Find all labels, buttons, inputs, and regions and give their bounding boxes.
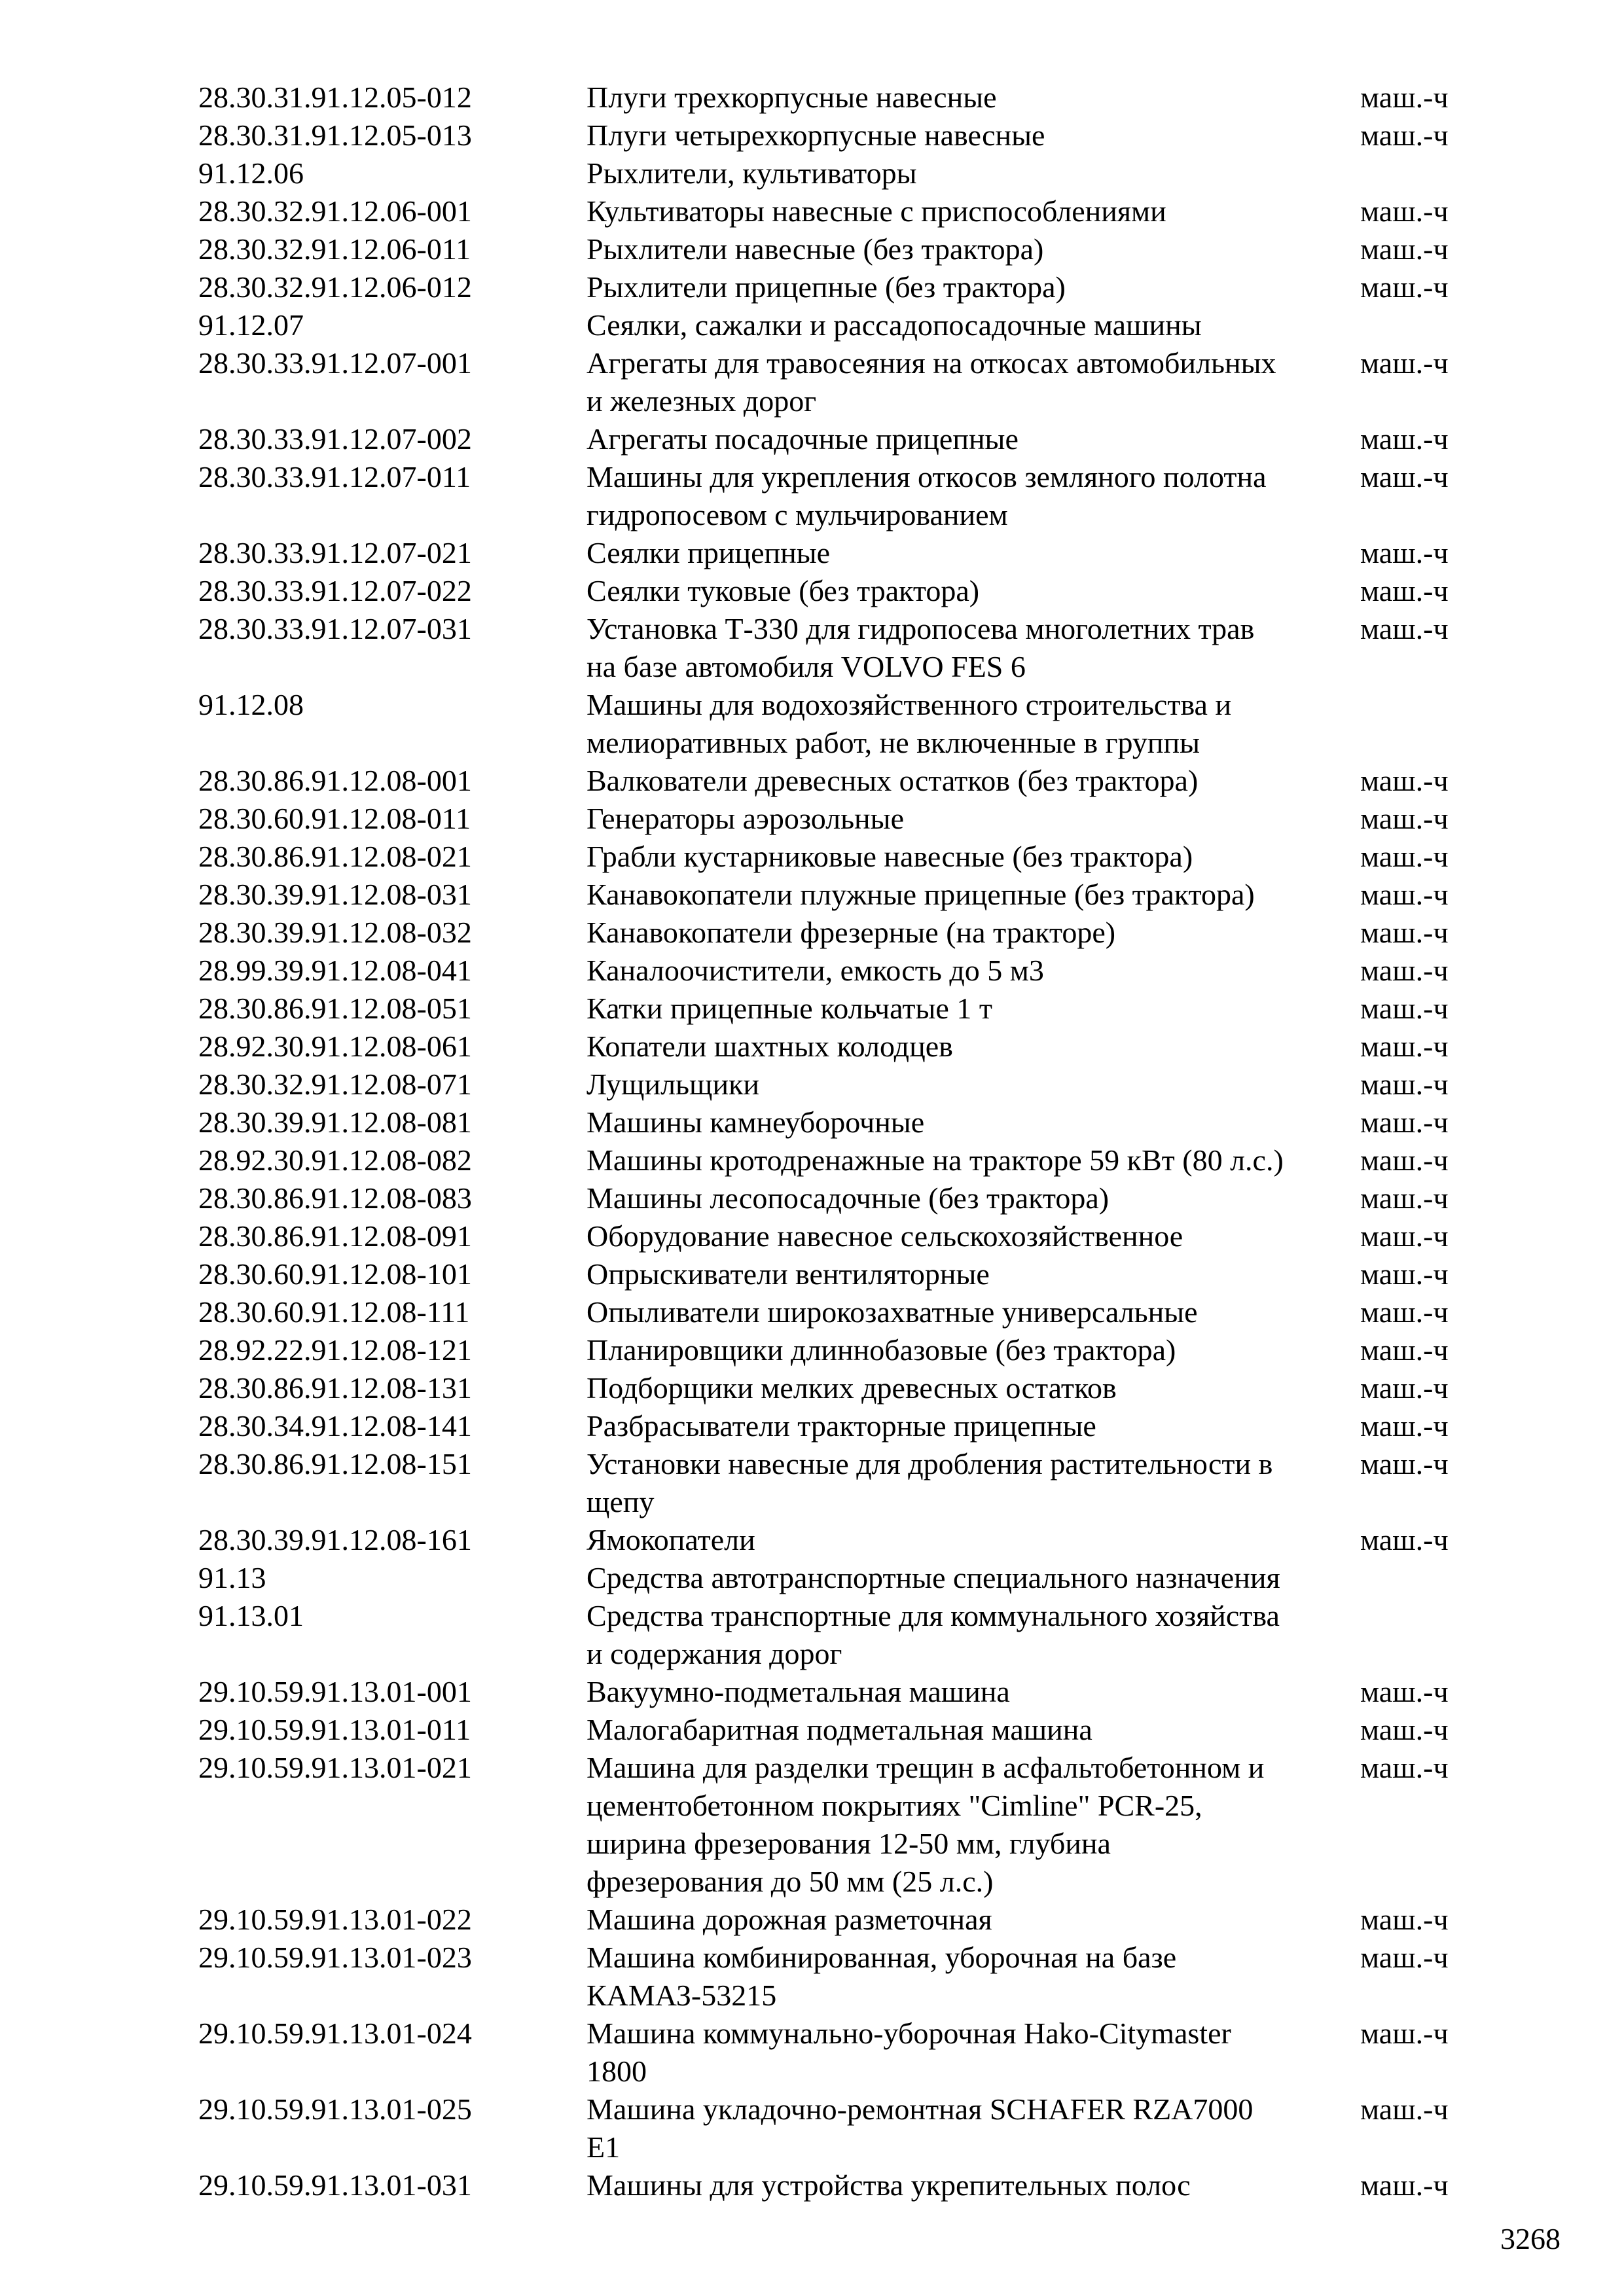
- table-row: [198, 1369, 1475, 1407]
- row-name-line: Ямокопатели: [586, 1523, 755, 1556]
- table-row: [198, 2015, 1475, 2090]
- row-code: 28.30.31.91.12.05-012: [198, 81, 472, 114]
- row-code: 28.30.86.91.12.08-001: [198, 764, 472, 797]
- table-row: [198, 1255, 1475, 1293]
- row-unit: маш.-ч: [1360, 1523, 1449, 1556]
- row-name: [586, 1255, 1360, 1293]
- page-number: 3268: [1500, 2222, 1561, 2255]
- table-row: [198, 306, 1475, 344]
- row-name: [586, 117, 1360, 154]
- table-row: [198, 154, 1475, 192]
- row-unit: маш.-ч: [1360, 346, 1449, 380]
- row-name: [586, 534, 1360, 572]
- row-name: [586, 914, 1360, 952]
- row-code: 29.10.59.91.13.01-024: [198, 2017, 472, 2050]
- row-name-line: ширина фрезерования 12-50 мм, глубина: [586, 1827, 1111, 1860]
- row-unit: маш.-ч: [1360, 764, 1449, 797]
- row-name: [586, 1141, 1360, 1179]
- row-name: [586, 1331, 1360, 1369]
- table-row: [198, 420, 1475, 458]
- row-name-line: Агрегаты посадочные прицепные: [586, 422, 1019, 456]
- table-row: [198, 990, 1475, 1028]
- row-name: [586, 1103, 1360, 1141]
- row-name-line: Лущильщики: [586, 1067, 760, 1101]
- table-row: [198, 534, 1475, 572]
- row-name-line: Сеялки прицепные: [586, 536, 831, 569]
- row-name-line: щепу: [586, 1485, 655, 1518]
- row-name: [586, 268, 1360, 306]
- row-name-line: цементобетонном покрытиях "Cimline" PCR-25,: [586, 1789, 1202, 1822]
- table-row: [198, 268, 1475, 306]
- row-name: [586, 1445, 1360, 1521]
- row-name-line: Малогабаритная подметальная машина: [586, 1713, 1092, 1746]
- row-unit: маш.-ч: [1360, 612, 1449, 645]
- table-row: [198, 952, 1475, 990]
- row-name: [586, 1217, 1360, 1255]
- row-code: 28.30.86.91.12.08-021: [198, 840, 472, 873]
- row-name-line: Валкователи древесных остатков (без трактора): [586, 764, 1199, 797]
- row-code: 28.30.39.91.12.08-081: [198, 1105, 472, 1139]
- row-name-line: Культиваторы навесные с приспособлениями: [586, 194, 1166, 228]
- table-row: [198, 572, 1475, 610]
- table-row: [198, 2166, 1475, 2204]
- row-name: [586, 1559, 1360, 1597]
- row-code: 28.30.32.91.12.08-071: [198, 1067, 472, 1101]
- row-name-line: Средства транспортные для коммунального хозяйства: [586, 1599, 1280, 1632]
- row-name-line: Сеялки туковые (без трактора): [586, 574, 980, 607]
- table-row: [198, 1445, 1475, 1521]
- row-code: 28.30.32.91.12.06-001: [198, 194, 472, 228]
- row-name-line: Разбрасыватели тракторные прицепные: [586, 1409, 1096, 1443]
- row-name: [586, 192, 1360, 230]
- row-name-line: 1800: [586, 2054, 647, 2088]
- row-name: [586, 1939, 1360, 2015]
- table-row: [198, 1407, 1475, 1445]
- row-code: 28.30.33.91.12.07-021: [198, 536, 472, 569]
- row-name: [586, 686, 1360, 762]
- row-name: [586, 1521, 1360, 1559]
- row-name-line: и содержания дорог: [586, 1637, 842, 1670]
- row-name-line: Грабли кустарниковые навесные (без трактора): [586, 840, 1193, 873]
- row-code: 28.30.39.91.12.08-032: [198, 916, 472, 949]
- row-name-line: Канавокопатели фрезерные (на тракторе): [586, 916, 1116, 949]
- row-name: [586, 1293, 1360, 1331]
- row-name: [586, 230, 1360, 268]
- row-code: 28.30.39.91.12.08-161: [198, 1523, 472, 1556]
- row-name-line: Плуги четырехкорпусные навесные: [586, 118, 1045, 152]
- row-name-line: Сеялки, сажалки и рассадопосадочные машины: [586, 308, 1202, 342]
- row-unit: маш.-ч: [1360, 1067, 1449, 1101]
- row-unit: маш.-ч: [1360, 1941, 1449, 1974]
- row-name: [586, 1597, 1360, 1673]
- row-name-line: фрезерования до 50 мм (25 л.с.): [586, 1865, 994, 1898]
- row-unit: маш.-ч: [1360, 916, 1449, 949]
- row-name-line: Машины кротодренажные на тракторе 59 кВт (80 л.с.): [586, 1143, 1284, 1177]
- row-code: 28.30.33.91.12.07-011: [198, 460, 471, 493]
- row-name-line: Подборщики мелких древесных остатков: [586, 1371, 1117, 1405]
- table-row: [198, 1217, 1475, 1255]
- row-unit: маш.-ч: [1360, 232, 1449, 266]
- table-row: [198, 1901, 1475, 1939]
- table-row: [198, 1597, 1475, 1673]
- row-code: 28.30.60.91.12.08-011: [198, 802, 471, 835]
- row-name-line: Рыхлители, культиваторы: [586, 156, 917, 190]
- table-row: [198, 1711, 1475, 1749]
- row-name: [586, 344, 1360, 420]
- row-name-line: и железных дорог: [586, 384, 817, 418]
- price-list-table: [198, 79, 1475, 2204]
- row-code: 28.92.22.91.12.08-121: [198, 1333, 472, 1367]
- row-name-line: Вакуумно-подметальная машина: [586, 1675, 1010, 1708]
- row-code: 28.30.86.91.12.08-151: [198, 1447, 472, 1480]
- row-name-line: Рыхлители прицепные (без трактора): [586, 270, 1066, 304]
- row-name-line: Рыхлители навесные (без трактора): [586, 232, 1044, 266]
- table-row: [198, 2090, 1475, 2166]
- row-name: [586, 1673, 1360, 1711]
- row-unit: маш.-ч: [1360, 422, 1449, 456]
- row-name: [586, 1901, 1360, 1939]
- row-code: 28.99.39.91.12.08-041: [198, 954, 472, 987]
- row-code: 28.30.39.91.12.08-031: [198, 878, 472, 911]
- table-row: [198, 458, 1475, 534]
- row-code: 28.92.30.91.12.08-061: [198, 1030, 472, 1063]
- row-name: [586, 762, 1360, 800]
- row-unit: маш.-ч: [1360, 81, 1449, 114]
- row-name: [586, 1369, 1360, 1407]
- table-row: [198, 1179, 1475, 1217]
- row-unit: маш.-ч: [1360, 1447, 1449, 1480]
- row-name-line: гидропосевом с мульчированием: [586, 498, 1008, 531]
- row-name: [586, 2166, 1360, 2204]
- row-name-line: Установка Т-330 для гидропосева многолетних трав: [586, 612, 1255, 645]
- table-row: [198, 1749, 1475, 1901]
- row-name: [586, 1407, 1360, 1445]
- table-row: [198, 1103, 1475, 1141]
- row-name: [586, 154, 1360, 192]
- row-code: 29.10.59.91.13.01-022: [198, 1903, 472, 1936]
- table-row: [198, 344, 1475, 420]
- row-name: [586, 2090, 1360, 2166]
- row-name-line: Генераторы аэрозольные: [586, 802, 904, 835]
- row-unit: маш.-ч: [1360, 1030, 1449, 1063]
- row-name-line: E1: [586, 2130, 621, 2164]
- row-code: 28.30.86.91.12.08-131: [198, 1371, 472, 1405]
- table-row: [198, 1141, 1475, 1179]
- row-name-line: Машины для водохозяйственного строительства и: [586, 688, 1232, 721]
- row-name: [586, 1066, 1360, 1103]
- row-name-line: Планировщики длиннобазовые (без трактора): [586, 1333, 1176, 1367]
- row-name-line: Опыливатели широкозахватные универсальные: [586, 1295, 1198, 1329]
- row-code: 28.30.60.91.12.08-111: [198, 1295, 470, 1329]
- table-row: [198, 1521, 1475, 1559]
- row-name-line: Копатели шахтных колодцев: [586, 1030, 953, 1063]
- row-name: [586, 838, 1360, 876]
- row-name: [586, 1028, 1360, 1066]
- table-row: [198, 1559, 1475, 1597]
- row-name-line: мелиоративных работ, не включенные в группы: [586, 726, 1200, 759]
- row-unit: маш.-ч: [1360, 802, 1449, 835]
- table-row: [198, 1028, 1475, 1066]
- row-name: [586, 990, 1360, 1028]
- row-code: 28.30.33.91.12.07-001: [198, 346, 472, 380]
- row-name-line: Машина укладочно-ремонтная SCHAFER RZA7000: [586, 2092, 1254, 2126]
- table-row: [198, 838, 1475, 876]
- row-unit: маш.-ч: [1360, 1903, 1449, 1936]
- table-row: [198, 192, 1475, 230]
- row-unit: маш.-ч: [1360, 1713, 1449, 1746]
- table-row: [198, 876, 1475, 914]
- row-code: 28.30.33.91.12.07-022: [198, 574, 472, 607]
- row-name-line: Машина дорожная разметочная: [586, 1903, 992, 1936]
- row-name-line: Агрегаты для травосеяния на откосах автомобильных: [586, 346, 1276, 380]
- row-name-line: Оборудование навесное сельскохозяйственное: [586, 1219, 1183, 1253]
- row-unit: маш.-ч: [1360, 1751, 1449, 1784]
- row-unit: маш.-ч: [1360, 536, 1449, 569]
- row-name: [586, 800, 1360, 838]
- row-unit: маш.-ч: [1360, 1295, 1449, 1329]
- table-row: [198, 914, 1475, 952]
- row-name-line: Машина для разделки трещин в асфальтобетонном и: [586, 1751, 1265, 1784]
- row-name: [586, 420, 1360, 458]
- row-unit: маш.-ч: [1360, 2017, 1449, 2050]
- row-code: 28.30.86.91.12.08-051: [198, 992, 472, 1025]
- row-unit: маш.-ч: [1360, 1181, 1449, 1215]
- row-name-line: Машины для укрепления откосов земляного полотна: [586, 460, 1267, 493]
- row-code: 29.10.59.91.13.01-001: [198, 1675, 472, 1708]
- row-name: [586, 79, 1360, 117]
- row-unit: маш.-ч: [1360, 1371, 1449, 1405]
- row-name-line: Машина коммунально-уборочная Hako-Citymaster: [586, 2017, 1231, 2050]
- table-row: [198, 686, 1475, 762]
- row-code: 28.30.31.91.12.05-013: [198, 118, 472, 152]
- row-unit: маш.-ч: [1360, 2168, 1449, 2202]
- row-code: 28.30.86.91.12.08-083: [198, 1181, 472, 1215]
- row-name: [586, 610, 1360, 686]
- row-name-line: Опрыскиватели вентиляторные: [586, 1257, 990, 1291]
- row-name: [586, 306, 1360, 344]
- row-code: 29.10.59.91.13.01-023: [198, 1941, 472, 1974]
- row-name: [586, 1749, 1360, 1901]
- row-name: [586, 1711, 1360, 1749]
- row-name-line: Установки навесные для дробления растительности в: [586, 1447, 1273, 1480]
- row-name-line: Канавокопатели плужные прицепные (без трактора): [586, 878, 1255, 911]
- table-row: [198, 610, 1475, 686]
- row-name: [586, 458, 1360, 534]
- row-name-line: Машины лесопосадочные (без трактора): [586, 1181, 1110, 1215]
- table-row: [198, 1939, 1475, 2015]
- row-unit: маш.-ч: [1360, 194, 1449, 228]
- row-code: 28.30.32.91.12.06-011: [198, 232, 471, 266]
- row-unit: маш.-ч: [1360, 1219, 1449, 1253]
- row-code: 28.30.32.91.12.06-012: [198, 270, 472, 304]
- row-code: 28.30.33.91.12.07-031: [198, 612, 472, 645]
- row-code: 28.30.34.91.12.08-141: [198, 1409, 472, 1443]
- row-code: 91.12.07: [198, 308, 304, 342]
- row-unit: маш.-ч: [1360, 1143, 1449, 1177]
- row-code: 29.10.59.91.13.01-011: [198, 1713, 471, 1746]
- row-name-line: КАМАЗ-53215: [586, 1979, 777, 2012]
- row-code: 91.12.06: [198, 156, 304, 190]
- row-code: 91.12.08: [198, 688, 304, 721]
- row-name-line: Машины для устройства укрепительных полос: [586, 2168, 1191, 2202]
- row-code: 28.92.30.91.12.08-082: [198, 1143, 472, 1177]
- row-code: 91.13.01: [198, 1599, 304, 1632]
- row-unit: маш.-ч: [1360, 118, 1449, 152]
- row-unit: маш.-ч: [1360, 1675, 1449, 1708]
- row-unit: маш.-ч: [1360, 878, 1449, 911]
- row-unit: маш.-ч: [1360, 574, 1449, 607]
- row-code: 91.13: [198, 1561, 266, 1594]
- row-name-line: Катки прицепные кольчатые 1 т: [586, 992, 992, 1025]
- row-unit: маш.-ч: [1360, 460, 1449, 493]
- row-code: 29.10.59.91.13.01-031: [198, 2168, 472, 2202]
- row-unit: маш.-ч: [1360, 992, 1449, 1025]
- table-row: [198, 1331, 1475, 1369]
- row-name-line: Машина комбинированная, уборочная на базе: [586, 1941, 1177, 1974]
- row-unit: маш.-ч: [1360, 270, 1449, 304]
- row-code: 28.30.33.91.12.07-002: [198, 422, 472, 456]
- row-code: 28.30.86.91.12.08-091: [198, 1219, 472, 1253]
- table-row: [198, 1673, 1475, 1711]
- row-unit: маш.-ч: [1360, 1105, 1449, 1139]
- row-name: [586, 1179, 1360, 1217]
- row-code: 28.30.60.91.12.08-101: [198, 1257, 472, 1291]
- row-unit: маш.-ч: [1360, 1257, 1449, 1291]
- row-code: 29.10.59.91.13.01-021: [198, 1751, 472, 1784]
- row-name-line: на базе автомобиля VOLVO FES 6: [586, 650, 1026, 683]
- row-unit: маш.-ч: [1360, 840, 1449, 873]
- row-name: [586, 572, 1360, 610]
- row-name-line: Каналоочистители, емкость до 5 м3: [586, 954, 1044, 987]
- table-row: [198, 1066, 1475, 1103]
- row-name-line: Плуги трехкорпусные навесные: [586, 81, 997, 114]
- row-name: [586, 2015, 1360, 2090]
- row-unit: маш.-ч: [1360, 954, 1449, 987]
- row-name-line: Машины камнеуборочные: [586, 1105, 925, 1139]
- table-row: [198, 1293, 1475, 1331]
- row-code: 29.10.59.91.13.01-025: [198, 2092, 472, 2126]
- table-row: [198, 117, 1475, 154]
- row-name: [586, 952, 1360, 990]
- row-unit: маш.-ч: [1360, 1409, 1449, 1443]
- row-name-line: Средства автотранспортные специального назначения: [586, 1561, 1280, 1594]
- table-row: [198, 230, 1475, 268]
- row-unit: маш.-ч: [1360, 1333, 1449, 1367]
- row-unit: маш.-ч: [1360, 2092, 1449, 2126]
- table-row: [198, 800, 1475, 838]
- table-row: [198, 79, 1475, 117]
- row-name: [586, 876, 1360, 914]
- table-row: [198, 762, 1475, 800]
